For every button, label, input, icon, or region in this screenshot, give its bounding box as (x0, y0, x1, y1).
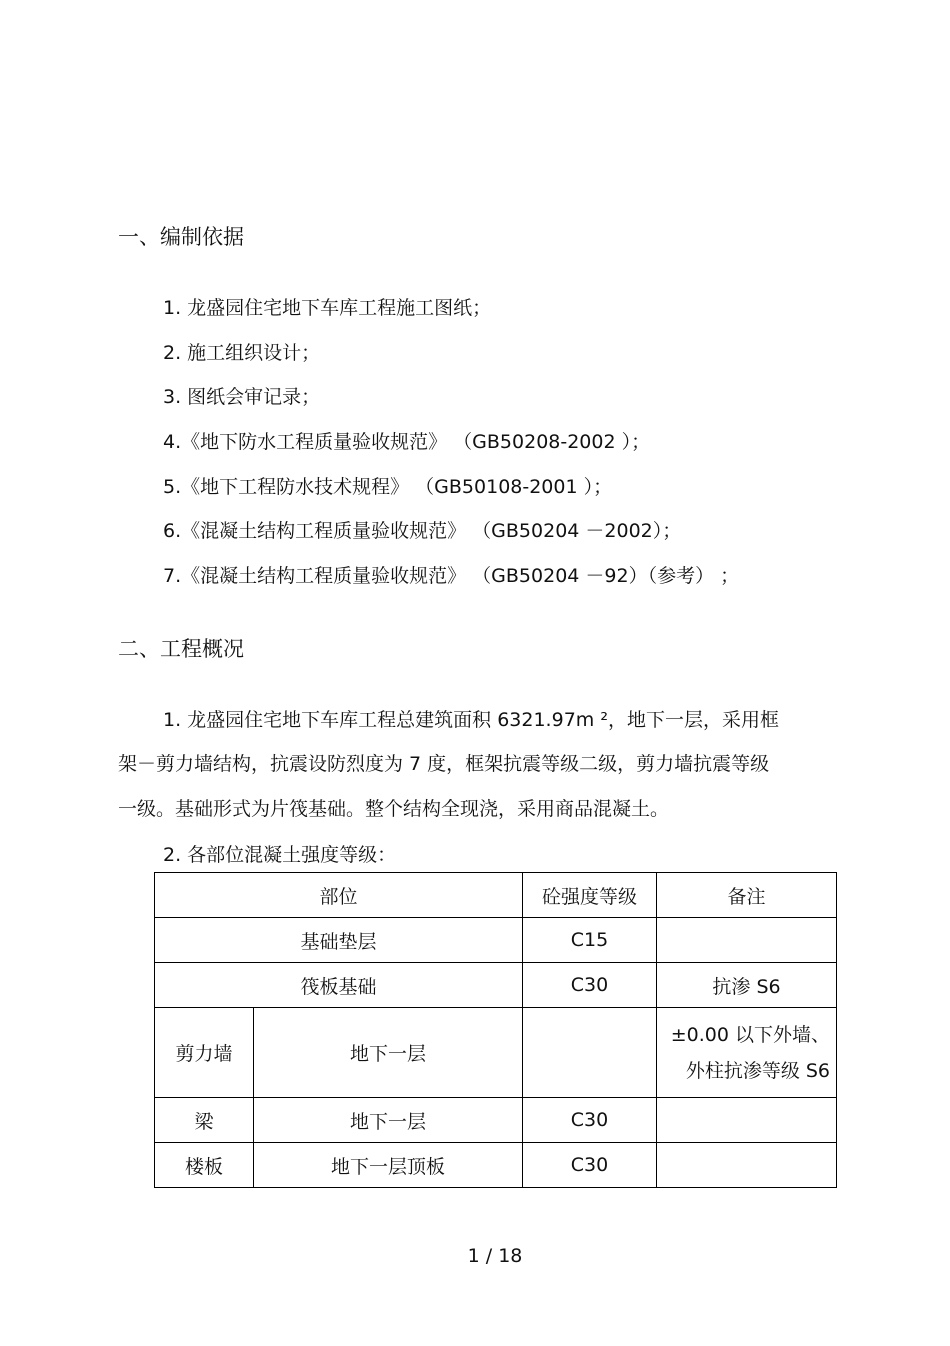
section1-title: 一、编制依据 (118, 225, 244, 249)
table-header-row (155, 873, 837, 918)
cell-note (657, 1143, 837, 1188)
table-row (155, 1008, 837, 1098)
section2-title: 二、工程概况 (118, 637, 244, 661)
cell-part: 梁 (155, 1098, 254, 1143)
table-row (155, 1098, 837, 1143)
table-row (155, 918, 837, 963)
list-item: 3. 图纸会审记录； (163, 386, 321, 408)
cell-sub: 地下一层 (254, 1008, 523, 1098)
cell-part: 剪力墙 (155, 1008, 254, 1098)
cell-grade: C30 (523, 1143, 657, 1188)
list-item: 1. 龙盛园住宅地下车库工程施工图纸； (163, 297, 492, 319)
header-note: 备注 (657, 873, 837, 918)
list-item: 6.《混凝土结构工程质量验收规范》 （GB50204 －2002）； (163, 520, 682, 542)
cell-note (657, 1098, 837, 1143)
cell-grade (523, 1008, 657, 1098)
concrete-grade-table (154, 872, 837, 1188)
list-item: 7.《混凝土结构工程质量验收规范》 （GB50204 －92）（参考） ； (163, 565, 740, 587)
cell-grade: C30 (523, 1098, 657, 1143)
cell-part: 楼板 (155, 1143, 254, 1188)
cell-sub: 地下一层顶板 (254, 1143, 523, 1188)
cell-part: 基础垫层 (155, 918, 523, 963)
cell-grade: C15 (523, 918, 657, 963)
cell-sub: 地下一层 (254, 1098, 523, 1143)
note-line: ±0.00 以下外墙、 (670, 1023, 831, 1046)
page-number: 1 / 18 (467, 1245, 523, 1267)
cell-note (657, 1008, 837, 1098)
cell-part: 筏板基础 (155, 963, 523, 1008)
note-line: 外柱抗渗等级 S6 (685, 1059, 831, 1082)
table-row (155, 1143, 837, 1188)
header-part: 部位 (155, 873, 523, 918)
cell-note: 抗渗 S6 (657, 963, 837, 1008)
paragraph-line: 一级。基础形式为片筏基础。整个结构全现浇，采用商品混凝土。 (118, 798, 670, 820)
cell-grade: C30 (523, 963, 657, 1008)
list-item: 4.《地下防水工程质量验收规范》 （GB50208-2002 ）； (163, 431, 651, 453)
header-grade: 砼强度等级 (523, 873, 657, 918)
table-row (155, 963, 837, 1008)
cell-note (657, 918, 837, 963)
list-item: 2. 施工组织设计； (163, 342, 321, 364)
paragraph-line: 架－剪力墙结构，抗震设防烈度为 7 度，框架抗震等级二级，剪力墙抗震等级 (118, 753, 770, 775)
list-item: 5.《地下工程防水技术规程》 （GB50108-2001 ）； (163, 476, 613, 498)
concrete-grade-caption: 2. 各部位混凝土强度等级： (163, 844, 397, 866)
paragraph-line: 1. 龙盛园住宅地下车库工程总建筑面积 6321.97m ²，地下一层，采用框 (163, 709, 779, 731)
